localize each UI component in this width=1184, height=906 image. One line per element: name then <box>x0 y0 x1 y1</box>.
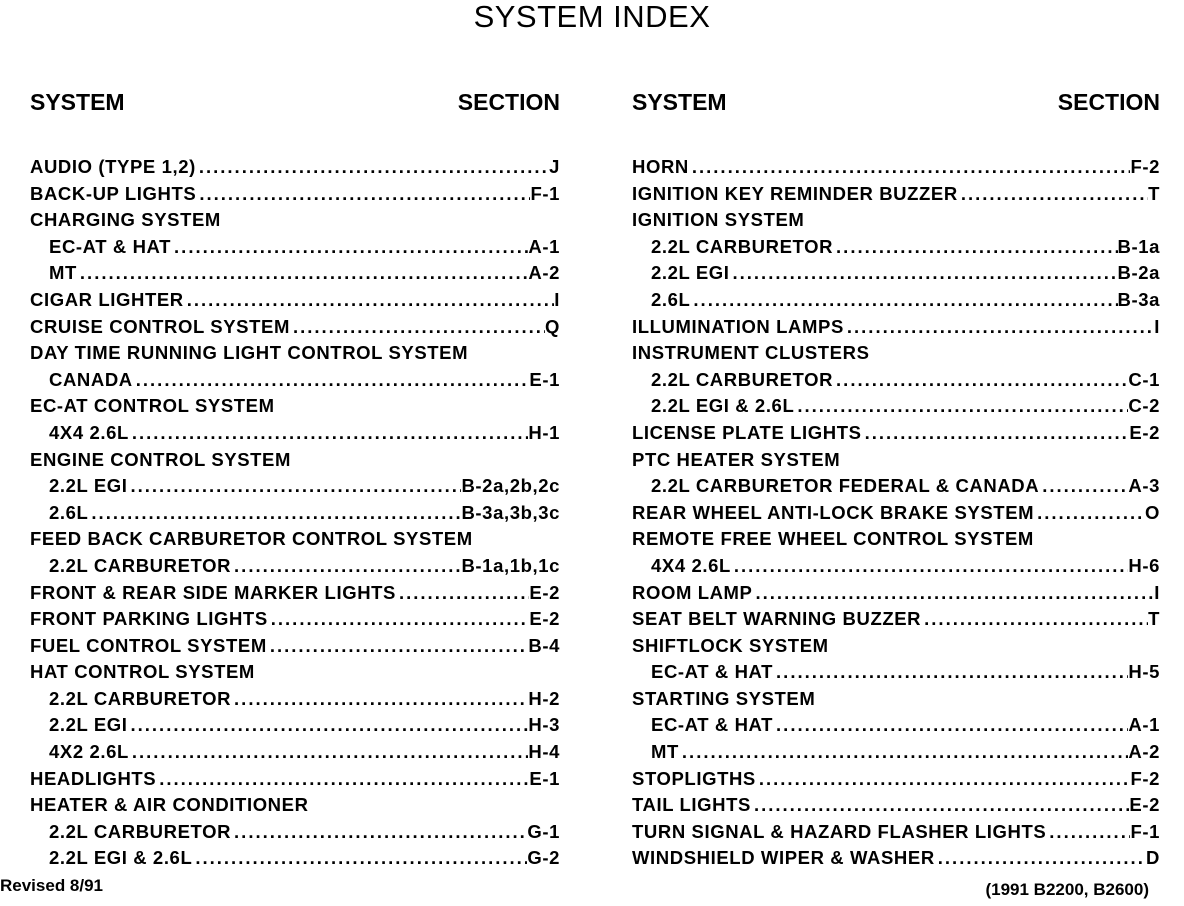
index-group-heading <box>30 447 560 474</box>
index-entry <box>632 367 1160 394</box>
entry-section-code: I <box>554 288 560 310</box>
leader-dots <box>833 234 1117 261</box>
entry-system-name: ILLUMINATION LAMPS <box>632 315 844 337</box>
entry-system-name: 2.2L CARBURETOR <box>651 368 834 390</box>
entry-system-name: 2.2L CARBURETOR <box>651 235 834 257</box>
entry-system-name: INSTRUMENT CLUSTERS <box>632 342 870 364</box>
leader-dots <box>690 287 1117 314</box>
entry-section-code: H-3 <box>528 714 560 736</box>
entry-system-name: 2.2L EGI <box>49 714 128 736</box>
index-entry <box>632 314 1160 341</box>
entry-system-name: 2.2L CARBURETOR <box>49 554 232 576</box>
entry-section-code: E-2 <box>1129 421 1160 443</box>
entry-system-name: EC-AT & HAT <box>49 235 172 257</box>
index-entry <box>632 234 1160 261</box>
index-entry <box>632 260 1160 287</box>
leader-dots <box>231 686 528 713</box>
entry-system-name: EC-AT & HAT <box>651 714 774 736</box>
entry-section-code: F-1 <box>1130 820 1160 842</box>
entry-section-code: C-1 <box>1128 368 1160 390</box>
leader-dots <box>751 792 1129 819</box>
leader-dots <box>756 766 1131 793</box>
entry-section-code: J <box>549 156 560 177</box>
index-entry <box>30 473 560 500</box>
index-entry <box>632 500 1160 527</box>
entry-section-code: F-2 <box>1130 156 1160 177</box>
index-group-heading <box>632 340 1160 367</box>
index-entry <box>30 712 560 739</box>
leader-dots <box>1046 819 1130 846</box>
index-entry <box>632 845 1160 872</box>
entry-system-name: SEAT BELT WARNING BUZZER <box>632 608 922 630</box>
leader-dots <box>88 500 461 527</box>
entry-system-name: IGNITION KEY REMINDER BUZZER <box>632 182 958 204</box>
entry-system-name: SHIFTLOCK SYSTEM <box>632 634 829 656</box>
leader-dots <box>958 181 1148 208</box>
entry-section-code: B-3a <box>1117 288 1160 310</box>
leader-dots <box>267 633 529 660</box>
entry-section-code: G-1 <box>527 820 560 842</box>
leader-dots <box>753 580 1155 607</box>
entry-system-name: EC-AT CONTROL SYSTEM <box>30 395 275 417</box>
index-group-heading <box>30 207 560 234</box>
entry-section-code: I <box>1154 581 1160 603</box>
leader-dots <box>773 712 1128 739</box>
leader-dots <box>184 287 555 314</box>
index-group-heading <box>632 686 1160 713</box>
entry-section-code: C-2 <box>1128 395 1160 417</box>
index-entry <box>632 393 1160 420</box>
index-entry <box>30 553 560 580</box>
index-entry <box>632 792 1160 819</box>
entry-system-name: 4X4 2.6L <box>651 554 731 576</box>
index-entry <box>30 287 560 314</box>
index-entry <box>632 659 1160 686</box>
entry-section-code: B-1a,1b,1c <box>461 554 560 576</box>
index-entry <box>632 181 1160 208</box>
index-entry <box>30 314 560 341</box>
entry-system-name: ENGINE CONTROL SYSTEM <box>30 448 292 470</box>
entry-system-name: 2.6L <box>651 288 691 310</box>
entry-system-name: LICENSE PLATE LIGHTS <box>632 421 862 443</box>
index-entry <box>632 473 1160 500</box>
leader-dots <box>129 420 529 447</box>
entry-section-code: H-5 <box>1128 661 1160 683</box>
entry-system-name: 4X2 2.6L <box>49 741 129 763</box>
entry-system-name: BACK-UP LIGHTS <box>30 182 197 204</box>
right-column-header <box>632 87 1160 117</box>
entry-section-code: B-2a,2b,2c <box>461 475 560 497</box>
entry-system-name: TURN SIGNAL & HAZARD FLASHER LIGHTS <box>632 820 1047 842</box>
index-entry <box>632 766 1160 793</box>
entry-system-name: CIGAR LIGHTER <box>30 288 184 310</box>
entry-system-name: ROOM LAMP <box>632 581 753 603</box>
leader-dots <box>156 766 529 793</box>
leader-dots <box>77 260 528 287</box>
index-group-heading <box>30 393 560 420</box>
leader-dots <box>1034 500 1145 527</box>
index-entry <box>30 606 560 633</box>
entry-system-name: 2.2L EGI & 2.6L <box>49 847 193 869</box>
right-column <box>632 87 1160 872</box>
model-note: (1991 B2200, B2600) <box>985 880 1149 899</box>
entry-system-name: PTC HEATER SYSTEM <box>632 448 841 470</box>
entry-section-code: A-3 <box>1128 475 1160 497</box>
leader-dots <box>192 845 527 872</box>
entry-section-code: A-1 <box>1128 714 1160 736</box>
entry-system-name: 2.6L <box>49 501 89 523</box>
index-entry <box>30 739 560 766</box>
leader-dots <box>231 819 527 846</box>
entry-section-code: A-1 <box>528 235 560 257</box>
entry-section-code: B-3a,3b,3c <box>461 501 560 523</box>
section-heading: SECTION <box>457 89 560 115</box>
entry-system-name: 2.2L EGI <box>49 475 128 497</box>
leader-dots <box>773 659 1128 686</box>
entry-system-name: REAR WHEEL ANTI-LOCK BRAKE SYSTEM <box>632 501 1035 523</box>
index-entry <box>30 819 560 846</box>
index-group-heading <box>632 207 1160 234</box>
entry-section-code: A-2 <box>528 262 560 284</box>
index-entry <box>30 367 560 394</box>
entry-system-name: EC-AT & HAT <box>651 661 774 683</box>
entry-system-name: 2.2L EGI & 2.6L <box>651 395 795 417</box>
leader-dots <box>133 367 530 394</box>
index-entry <box>30 260 560 287</box>
index-entry <box>632 553 1160 580</box>
index-entry <box>632 712 1160 739</box>
entry-section-code: T <box>1148 608 1160 630</box>
entry-section-code: G-2 <box>527 847 560 869</box>
entry-section-code: E-2 <box>529 608 560 630</box>
entry-section-code: T <box>1148 182 1160 204</box>
entry-system-name: 2.2L CARBURETOR FEDERAL & CANADA <box>651 475 1040 497</box>
entry-system-name: 2.2L EGI <box>651 262 730 284</box>
entry-system-name: FEED BACK CARBURETOR CONTROL SYSTEM <box>30 528 473 550</box>
index-entry <box>632 287 1160 314</box>
entry-section-code: B-2a <box>1117 262 1160 284</box>
entry-section-code: O <box>1145 501 1160 523</box>
index-entry <box>30 500 560 527</box>
leader-dots <box>196 181 530 208</box>
left-index-list <box>30 154 560 872</box>
entry-system-name: MT <box>651 741 679 763</box>
system-heading: SYSTEM <box>30 89 125 115</box>
leader-dots <box>862 420 1130 447</box>
leader-dots <box>689 154 1131 181</box>
index-entry <box>30 845 560 872</box>
entry-section-code: I <box>1154 315 1160 337</box>
leader-dots <box>844 314 1154 341</box>
index-group-heading <box>30 526 560 553</box>
index-group-heading <box>30 659 560 686</box>
index-entry <box>632 154 1160 181</box>
entry-section-code: F-1 <box>530 182 560 204</box>
leader-dots <box>290 314 545 341</box>
section-heading: SECTION <box>1057 89 1160 115</box>
entry-section-code: H-4 <box>528 741 560 763</box>
entry-section-code: H-1 <box>528 421 560 443</box>
index-entry <box>30 420 560 447</box>
entry-system-name: FRONT PARKING LIGHTS <box>30 608 268 630</box>
index-entry <box>632 420 1160 447</box>
index-entry <box>632 606 1160 633</box>
entry-system-name: HEADLIGHTS <box>30 767 157 789</box>
leader-dots <box>833 367 1128 394</box>
leader-dots <box>396 580 529 607</box>
leader-dots <box>128 712 529 739</box>
leader-dots <box>171 234 528 261</box>
index-entry <box>632 739 1160 766</box>
entry-system-name: CHARGING SYSTEM <box>30 209 221 231</box>
left-column-header <box>30 87 560 117</box>
entry-section-code: H-2 <box>528 687 560 709</box>
index-entry <box>632 580 1160 607</box>
entry-section-code: A-2 <box>1128 741 1160 763</box>
entry-section-code: E-1 <box>529 368 560 390</box>
index-entry <box>30 633 560 660</box>
entry-section-code: B-4 <box>528 634 560 656</box>
entry-section-code: D <box>1146 847 1160 869</box>
entry-system-name: MT <box>49 262 77 284</box>
index-group-heading <box>30 792 560 819</box>
entry-section-code: E-2 <box>1129 794 1160 816</box>
entry-system-name: TAIL LIGHTS <box>632 794 751 816</box>
entry-system-name: CRUISE CONTROL SYSTEM <box>30 315 290 337</box>
leader-dots <box>935 845 1146 872</box>
entry-system-name: 4X4 2.6L <box>49 421 129 443</box>
entry-system-name: AUDIO (TYPE 1,2) <box>30 156 196 177</box>
index-group-heading <box>632 526 1160 553</box>
leader-dots <box>129 739 529 766</box>
entry-system-name: 2.2L CARBURETOR <box>49 687 232 709</box>
system-heading: SYSTEM <box>632 89 727 115</box>
page-title: SYSTEM INDEX <box>473 0 711 34</box>
leader-dots <box>231 553 461 580</box>
index-entry <box>632 819 1160 846</box>
leader-dots <box>268 606 530 633</box>
leader-dots <box>196 154 549 181</box>
leader-dots <box>679 739 1128 766</box>
entry-system-name: WINDSHIELD WIPER & WASHER <box>632 847 935 869</box>
leader-dots <box>730 260 1118 287</box>
index-entry <box>30 181 560 208</box>
entry-system-name: HORN <box>632 156 689 177</box>
index-entry <box>30 686 560 713</box>
index-entry <box>30 580 560 607</box>
revision-note: Revised 8/91 <box>0 876 104 895</box>
entry-section-code: Q <box>545 315 560 337</box>
entry-system-name: 2.2L CARBURETOR <box>49 820 232 842</box>
entry-system-name: STARTING SYSTEM <box>632 687 816 709</box>
leader-dots <box>731 553 1129 580</box>
entry-section-code: B-1a <box>1117 235 1160 257</box>
index-group-heading <box>632 633 1160 660</box>
entry-system-name: HAT CONTROL SYSTEM <box>30 661 255 683</box>
leader-dots <box>921 606 1148 633</box>
entry-section-code: H-6 <box>1128 554 1160 576</box>
left-column <box>30 87 560 872</box>
entry-system-name: DAY TIME RUNNING LIGHT CONTROL SYSTEM <box>30 342 469 364</box>
entry-system-name: REMOTE FREE WHEEL CONTROL SYSTEM <box>632 528 1034 550</box>
entry-system-name: IGNITION SYSTEM <box>632 209 805 231</box>
entry-system-name: FRONT & REAR SIDE MARKER LIGHTS <box>30 581 396 603</box>
right-index-list <box>632 154 1160 872</box>
index-entry <box>30 766 560 793</box>
entry-system-name: STOPLIGTHS <box>632 767 756 789</box>
entry-section-code: E-2 <box>529 581 560 603</box>
entry-system-name: CANADA <box>49 368 133 390</box>
entry-section-code: E-1 <box>529 767 560 789</box>
index-group-heading <box>30 340 560 367</box>
index-group-heading <box>632 447 1160 474</box>
index-entry <box>30 234 560 261</box>
leader-dots <box>1039 473 1128 500</box>
leader-dots <box>128 473 462 500</box>
entry-system-name: FUEL CONTROL SYSTEM <box>30 634 267 656</box>
entry-section-code: F-2 <box>1130 767 1160 789</box>
index-entry <box>30 154 560 181</box>
leader-dots <box>794 393 1128 420</box>
entry-system-name: HEATER & AIR CONDITIONER <box>30 794 309 816</box>
